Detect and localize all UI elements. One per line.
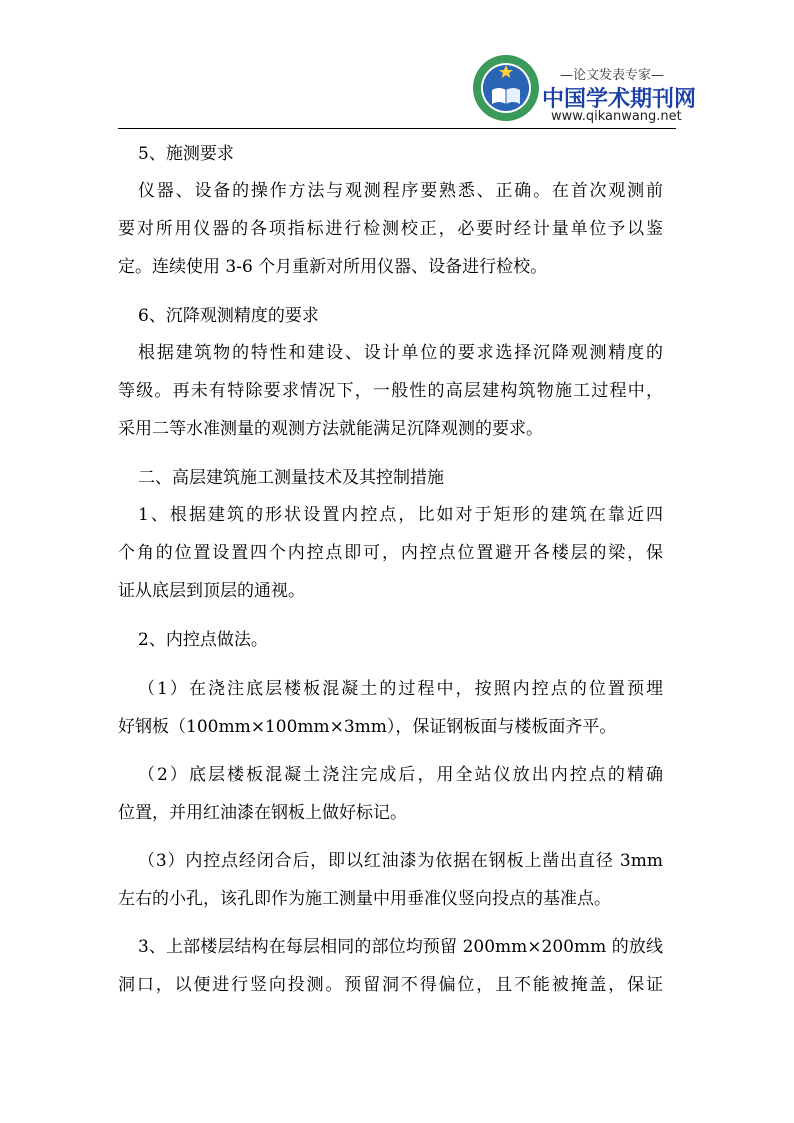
brand-name: 中国学术期刊网 — [542, 87, 697, 112]
brand-tagline: —论文发表专家— — [559, 68, 664, 83]
paragraph-line: 3、上部楼层结构在每层相同的部位均预留 200mm×200mm 的放线 — [138, 937, 663, 957]
section-heading: 5、施测要求 — [138, 144, 234, 164]
paragraph-line: 好钢板（100mm×100mm×3mm），保证钢板面与楼板面齐平。 — [118, 717, 617, 737]
section-heading: 二、高层建筑施工测量技术及其控制措施 — [138, 468, 444, 488]
paragraph-line: 仪器、设备的操作方法与观测程序要熟悉、正确。在首次观测前 — [138, 181, 663, 201]
paragraph-line: 个角的位置设置四个内控点即可，内控点位置避开各楼层的梁，保 — [118, 543, 663, 563]
paragraph-line: 左右的小孔，该孔即作为施工测量中用垂准仪竖向投点的基准点。 — [118, 889, 611, 909]
paragraph-line: 根据建筑物的特性和建设、设计单位的要求选择沉降观测精度的 — [138, 343, 663, 363]
section-heading: 2、内控点做法。 — [138, 630, 268, 650]
paragraph-line: （3）内控点经闭合后，即以红油漆为依据在钢板上凿出直径 3mm — [138, 851, 663, 871]
page-header — [118, 50, 697, 130]
paragraph-line: 定。连续使用 3-6 个月重新对所用仪器、设备进行检校。 — [118, 257, 548, 277]
paragraph-line: （1）在浇注底层楼板混凝土的过程中，按照内控点的位置预埋 — [138, 679, 663, 699]
header-divider — [118, 128, 676, 129]
paragraph-line: 要对所用仪器的各项指标进行检测校正，必要时经计量单位予以鉴 — [118, 219, 663, 239]
journal-seal-logo — [472, 54, 540, 122]
paragraph-line: 位置，并用红油漆在钢板上做好标记。 — [118, 803, 407, 823]
paragraph-line: 等级。再未有特除要求情况下，一般性的高层建构筑物施工过程中， — [118, 381, 663, 401]
paragraph-line: 洞口，以便进行竖向投测。预留洞不得偏位，且不能被掩盖，保证 — [118, 975, 663, 995]
paragraph-line: 证从底层到顶层的通视。 — [118, 581, 305, 601]
paragraph-line: （2）底层楼板混凝土浇注完成后，用全站仪放出内控点的精确 — [138, 765, 663, 785]
brand-url: www.qikanwang.net — [551, 109, 682, 124]
section-heading: 6、沉降观测精度的要求 — [138, 306, 319, 326]
paragraph-line: 采用二等水准测量的观测方法就能满足沉降观测的要求。 — [118, 419, 543, 439]
paragraph-line: 1、根据建筑的形状设置内控点，比如对于矩形的建筑在靠近四 — [138, 505, 663, 525]
